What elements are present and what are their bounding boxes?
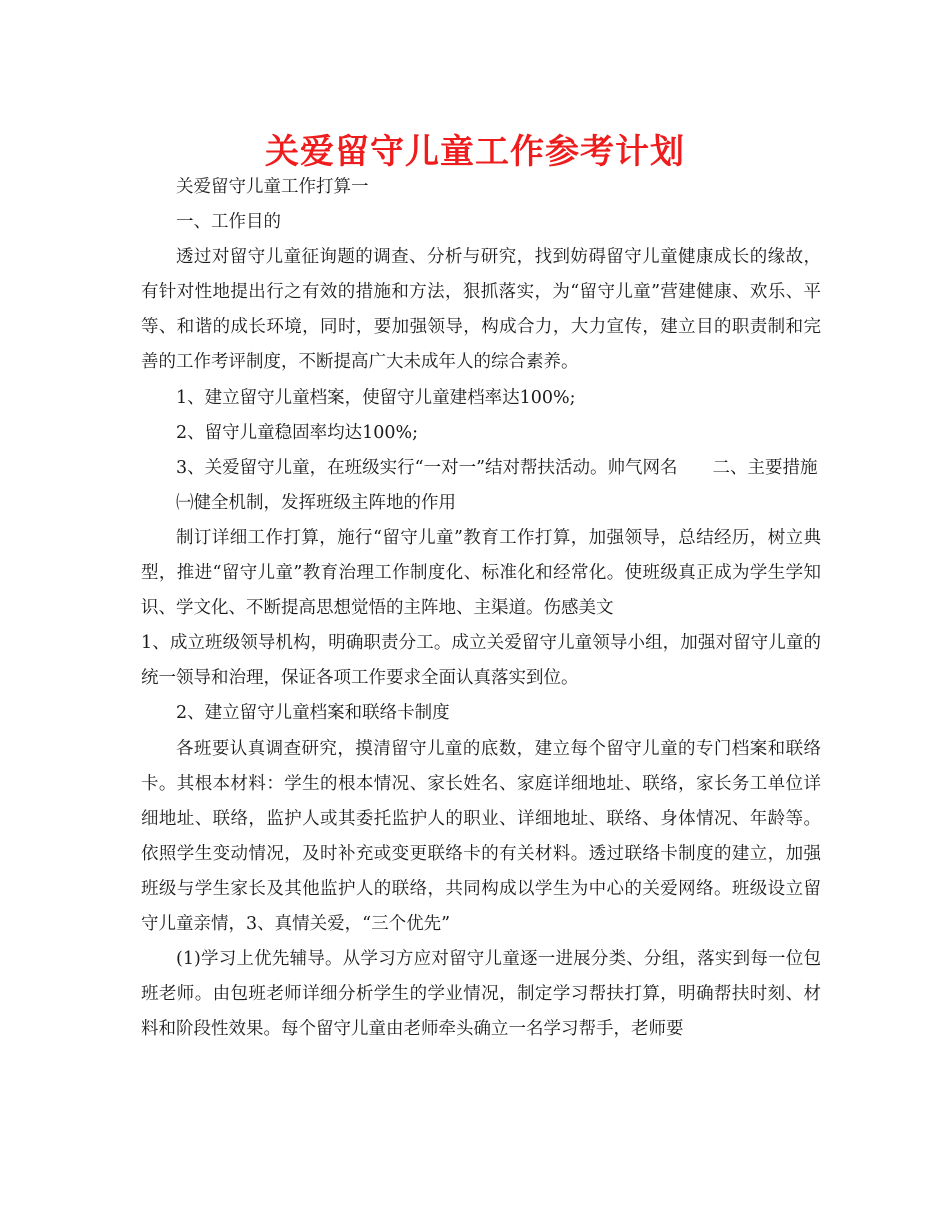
paragraph-archive-text: 各班要认真调查研究，摸清留守儿童的底数，建立每个留守儿童的专门档案和联络卡。其根本材料：学生的根本情况、家长姓名、家庭详细地址、联络，家长务工单位详细地址、联络，监护人或其委托监护人的职业、详细地址、联络、身体情况、年龄等。依照学生变动情况，及时补充或变更联络卡的有关材料。透过联络卡制度的建立，加强班级与学生家长及其他监护人的联络，共同构成以学生为中心的关爱网络。班级设立留守儿童亲情，3、真情关爱，“三个优先” bbox=[141, 738, 821, 934]
paragraph-measure-1-heading: ㈠健全机制，发挥班级主阵地的作用 bbox=[176, 492, 456, 513]
paragraph-goal-item-1: 1、建立留守儿童档案，使留守儿童建档率达100%; bbox=[176, 387, 576, 408]
paragraph-measure-1-item-1: 1、成立班级领导机构，明确职责分工。成立关爱留守儿童领导小组，加强对留守儿童的统一领导和治理，保证各项工作要求全面认真落实到位。 bbox=[141, 633, 821, 689]
paragraph-measure-1-item-2: 2、建立留守儿童档案和联络卡制度 bbox=[176, 703, 450, 724]
paragraph-subtitle: 关爱留守儿童工作打算一 bbox=[176, 177, 369, 197]
document-body bbox=[141, 170, 821, 1047]
paragraph-goal-item-2: 2、留守儿童稳固率均达100%; bbox=[176, 422, 419, 443]
paragraph-study-priority: (1)学习上优先辅导。从学习方应对留守儿童逐一进展分类、分组，落实到每一位包班老师。由包班老师详细分析学生的学业情况，制定学习帮扶打算，明确帮扶时刻、材料和阶段性效果。每个留守儿童由老师牵头确立一名学习帮手，老师要 bbox=[141, 949, 821, 1040]
paragraph-goal-text: 透过对留守儿童征询题的调查、分析与研究，找到妨碍留守儿童健康成长的缘故，有针对性地提出行之有效的措施和方法，狠抓落实，为“留守儿童”营建健康、欢乐、平等、和谐的成长环境，同时，要加强领导，构成合力，大力宣传，建立目的职责制和完善的工作考评制度，不断提高广大未成年人的综合素养。 bbox=[141, 247, 821, 373]
paragraph-goal-item-3: 3、关爱留守儿童，在班级实行“一对一”结对帮扶活动。帅气网名 二、主要措施 bbox=[176, 457, 818, 478]
document-title: 关爱留守儿童工作参考计划 bbox=[265, 132, 685, 172]
paragraph-measure-1-text: 制订详细工作打算，施行“留守儿童”教育工作打算，加强领导，总结经历，树立典型，推进“留守儿童”教育治理工作制度化、标准化和经常化。使班级真正成为学生学知识、学文化、不断提高思想觉悟的主阵地、主渠道。伤感美文 bbox=[141, 527, 821, 619]
paragraph-heading-goal: 一、工作目的 bbox=[176, 212, 281, 233]
